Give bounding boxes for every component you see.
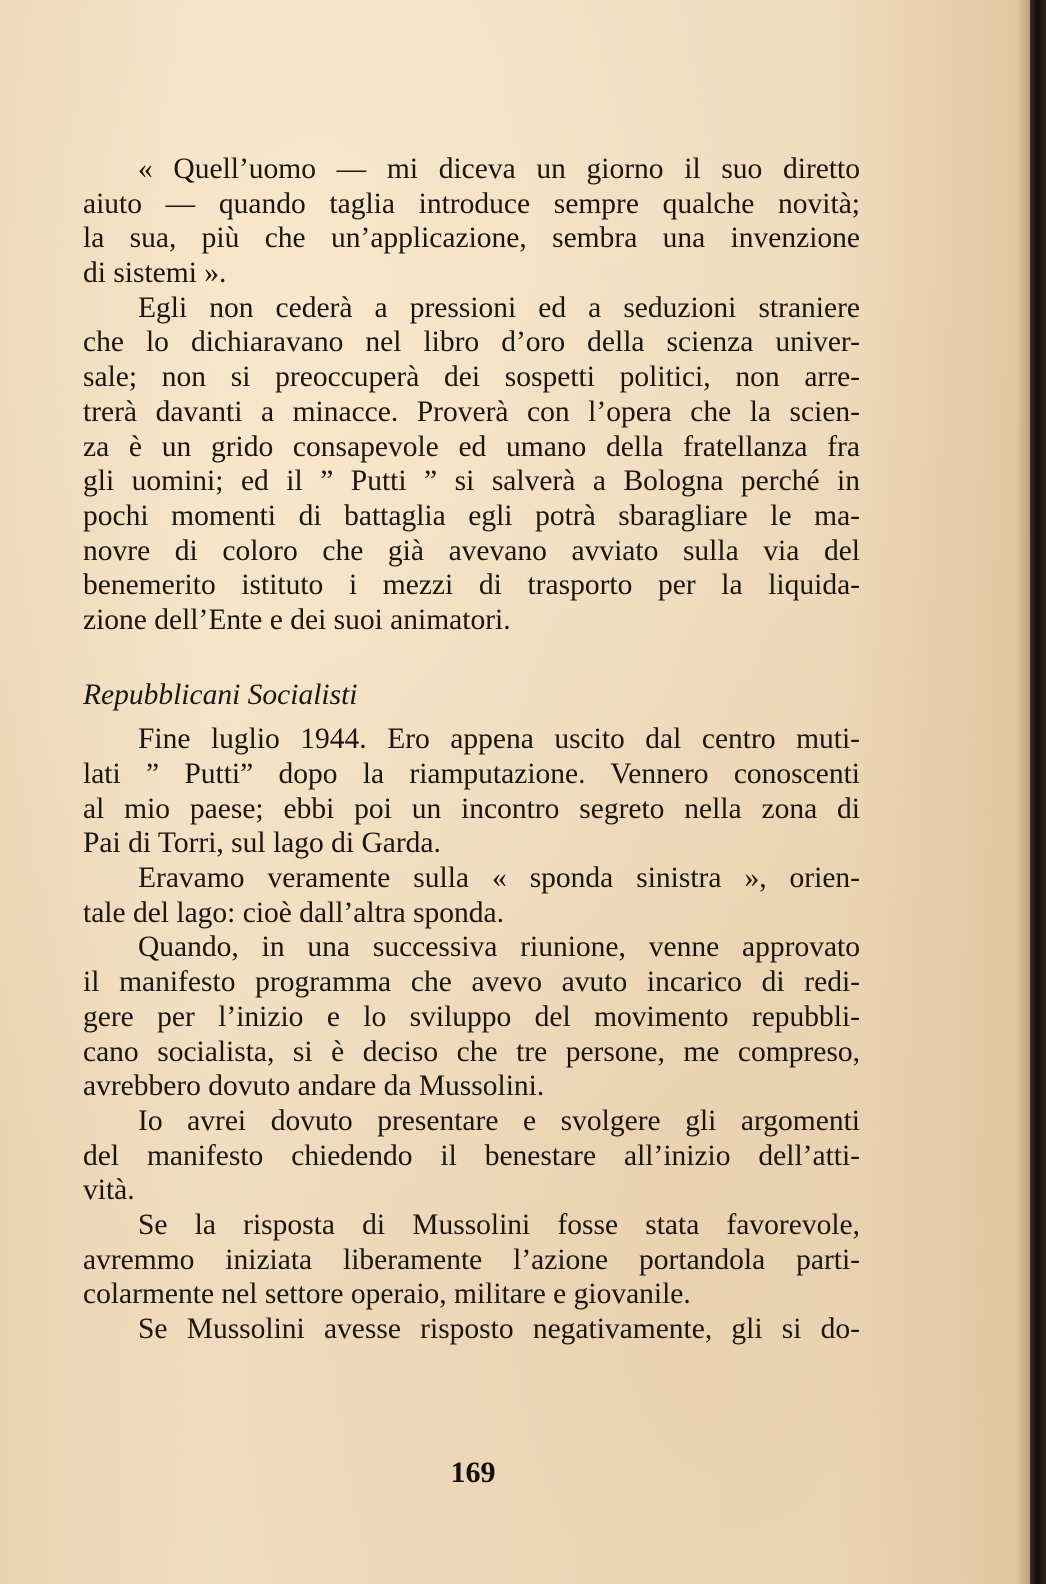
text-line: avrebbero dovuto andare da Mussolini. (83, 1070, 545, 1103)
text-line: za è un grido consapevole ed umano della fratellanza fra (83, 430, 860, 463)
book-spine-edge (1030, 0, 1046, 1584)
page-body (83, 152, 860, 1347)
text-line: cano socialista, si è deciso che tre persone, me compreso, (83, 1035, 860, 1068)
text-line: al mio paese; ebbi poi un incontro segreto nella zona di (83, 792, 860, 825)
text-line: Io avrei dovuto presentare e svolgere gli argomenti (138, 1104, 860, 1137)
page-number: 169 (450, 1456, 496, 1489)
text-line: pochi momenti di battaglia egli potrà sbaragliare le ma- (83, 499, 860, 532)
text-line: Pai di Torri, sul lago di Garda. (83, 827, 441, 860)
text-line: Se Mussolini avesse risposto negativamente, gli si do- (138, 1313, 860, 1345)
text-line: Egli non cederà a pressioni ed a seduzioni straniere (138, 291, 860, 324)
text-line: di sistemi ». (83, 257, 227, 290)
paragraph-quando (83, 930, 860, 1103)
text-line: del manifesto chiedendo il benestare all’inizio dell’atti- (83, 1139, 860, 1172)
text-line: colarmente nel settore operaio, militare e giovanile. (83, 1278, 691, 1311)
text-line: gli uomini; ed il ” Putti ” si salverà a Bologna perché in (83, 465, 860, 498)
paragraph-eravamo (83, 861, 860, 930)
paragraph-se-la-risposta (83, 1208, 860, 1312)
paragraph-io-avrei (83, 1104, 860, 1208)
paragraph-egli (83, 291, 860, 638)
text-line: gere per l’inizio e lo sviluppo del movimento repubbli- (83, 1000, 860, 1033)
text-line: Eravamo veramente sulla « sponda sinistra », orien- (138, 862, 860, 895)
paragraph-se-mussolini (83, 1312, 860, 1347)
text-line: Fine luglio 1944. Ero appena uscito dal centro muti- (138, 723, 860, 756)
text-line: aiuto — quando taglia introduce sempre qualche novità; (83, 187, 860, 220)
text-line: « Quell’uomo — mi diceva un giorno il suo diretto (138, 153, 860, 185)
text-line: lati ” Putti” dopo la riamputazione. Vennero conoscenti (83, 758, 860, 790)
paragraph-fine-luglio (83, 722, 860, 861)
text-line: il manifesto programma che avevo avuto incarico di redi- (83, 966, 860, 999)
text-line: benemerito istituto i mezzi di trasporto per la liquida- (83, 569, 860, 602)
text-line: che lo dichiaravano nel libro d’oro della scienza univer- (83, 326, 860, 359)
text-line: Se la risposta di Mussolini fosse stata favorevole, (138, 1208, 860, 1241)
text-line: avremmo iniziata liberamente l’azione portandola parti- (83, 1243, 860, 1276)
text-line: tale del lago: cioè dall’altra sponda. (83, 896, 505, 929)
text-line: Quando, in una successiva riunione, venne approvato (138, 931, 860, 964)
page-edge-shadow (1016, 0, 1030, 1584)
text-line: la sua, più che un’applicazione, sembra una invenzione (83, 222, 860, 255)
text-line: vità. (83, 1174, 135, 1207)
text-line: novre di coloro che già avevano avviato sulla via del (83, 534, 860, 567)
paragraph-quote (83, 152, 860, 291)
text-line: trerà davanti a minacce. Proverà con l’opera che la scien- (83, 395, 860, 428)
text-line: zione dell’Ente e dei suoi animatori. (83, 603, 511, 636)
text-line: sale; non si preoccuperà dei sospetti politici, non arre- (83, 361, 860, 394)
section-heading: Repubblicani Socialisti (83, 678, 358, 711)
